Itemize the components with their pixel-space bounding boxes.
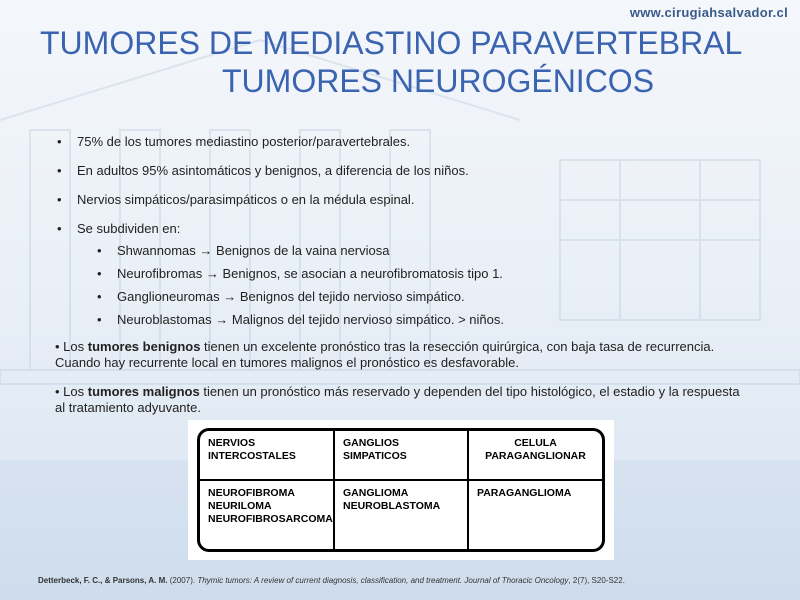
citation-year: (2007). (167, 576, 198, 585)
table-row (200, 480, 602, 549)
subtype-desc: Benignos de la vaina nerviosa (216, 243, 390, 258)
citation-title: Thymic tumors: A review of current diagnosis, classification, and treatment. Journal of Thoracic Oncology (197, 576, 569, 585)
subtype-item (97, 289, 755, 305)
subtype-item (97, 266, 755, 282)
malignant-prognosis-paragraph (55, 384, 745, 416)
classification-table (197, 428, 605, 552)
title-line-1: TUMORES DE MEDIASTINO PARAVERTEBRAL (40, 25, 743, 61)
para-prefix: • Los (55, 339, 88, 354)
subtype-name: Ganglioneuromas (117, 289, 220, 304)
bullet-item: • En adultos 95% asintomáticos y benignos, a diferencia de los niños. (55, 163, 755, 179)
table-cell: NEUROFIBROMA NEURILOMA NEUROFIBROSARCOMA (200, 480, 334, 549)
bullet-content (55, 134, 755, 341)
citation-rest: , 2(7), S20-S22. (568, 576, 625, 585)
arrow-icon: → (199, 243, 213, 258)
arrow-icon: → (215, 312, 229, 327)
para-bold-term: tumores benignos (87, 339, 201, 354)
slide-title (0, 24, 800, 100)
bullet-item-subdivisions (55, 221, 755, 328)
subtype-item (97, 312, 755, 328)
main-bullet-list (55, 134, 755, 328)
subtype-desc: Benignos, se asocian a neurofibromatosis tipo 1. (222, 266, 503, 281)
para-bold-term: tumores malignos (87, 384, 200, 399)
subtype-desc: Benignos del tejido nervioso simpático. (239, 289, 465, 304)
classification-table-image (188, 420, 614, 560)
subdivisions-label: Se subdividen en: (77, 221, 181, 236)
table-header-cell: GANGLIOS SIMPATICOS (334, 431, 468, 480)
title-line-2: TUMORES NEUROGÉNICOS (222, 63, 655, 99)
bullet-item: • 75% de los tumores mediastino posterior/paravertebrales. (55, 134, 755, 150)
para-text: tienen un excelente pronóstico tras la resección quirúrgica, con baja tasa de recurrencia. Cuando hay recurrente local en tumores malignos el pronóstico es desfavorable. (55, 339, 715, 370)
arrow-icon: → (223, 289, 237, 304)
citation-authors: Detterbeck, F. C., & Parsons, A. M. (38, 576, 168, 585)
table-cell: GANGLIOMA NEUROBLASTOMA (334, 480, 468, 549)
table-header-cell: NERVIOS INTERCOSTALES (200, 431, 334, 480)
subtype-name: Neuroblastomas (117, 312, 212, 327)
table-header-row (200, 431, 602, 480)
subtype-name: Shwannomas (117, 243, 196, 258)
arrow-icon: → (205, 266, 219, 281)
citation (38, 576, 778, 585)
benign-prognosis-paragraph (55, 339, 745, 371)
subtype-list (77, 243, 755, 328)
site-url: www.cirugiahsalvador.cl (629, 5, 788, 20)
table-cell: PARAGANGLIOMA (468, 480, 602, 549)
table-header-cell: CELULA PARAGANGLIONAR (468, 431, 602, 480)
subtype-item (97, 243, 755, 259)
para-prefix: • Los (55, 384, 88, 399)
para-text: tienen un pronóstico más reservado y dependen del tipo histológico, el estadio y la respuesta al tratamiento adyuvante. (55, 384, 740, 415)
bullet-item: • Nervios simpáticos/parasimpáticos o en la médula espinal. (55, 192, 755, 208)
subtype-name: Neurofibromas (117, 266, 203, 281)
subtype-desc: Malignos del tejido nervioso simpático. > niños. (231, 312, 504, 327)
